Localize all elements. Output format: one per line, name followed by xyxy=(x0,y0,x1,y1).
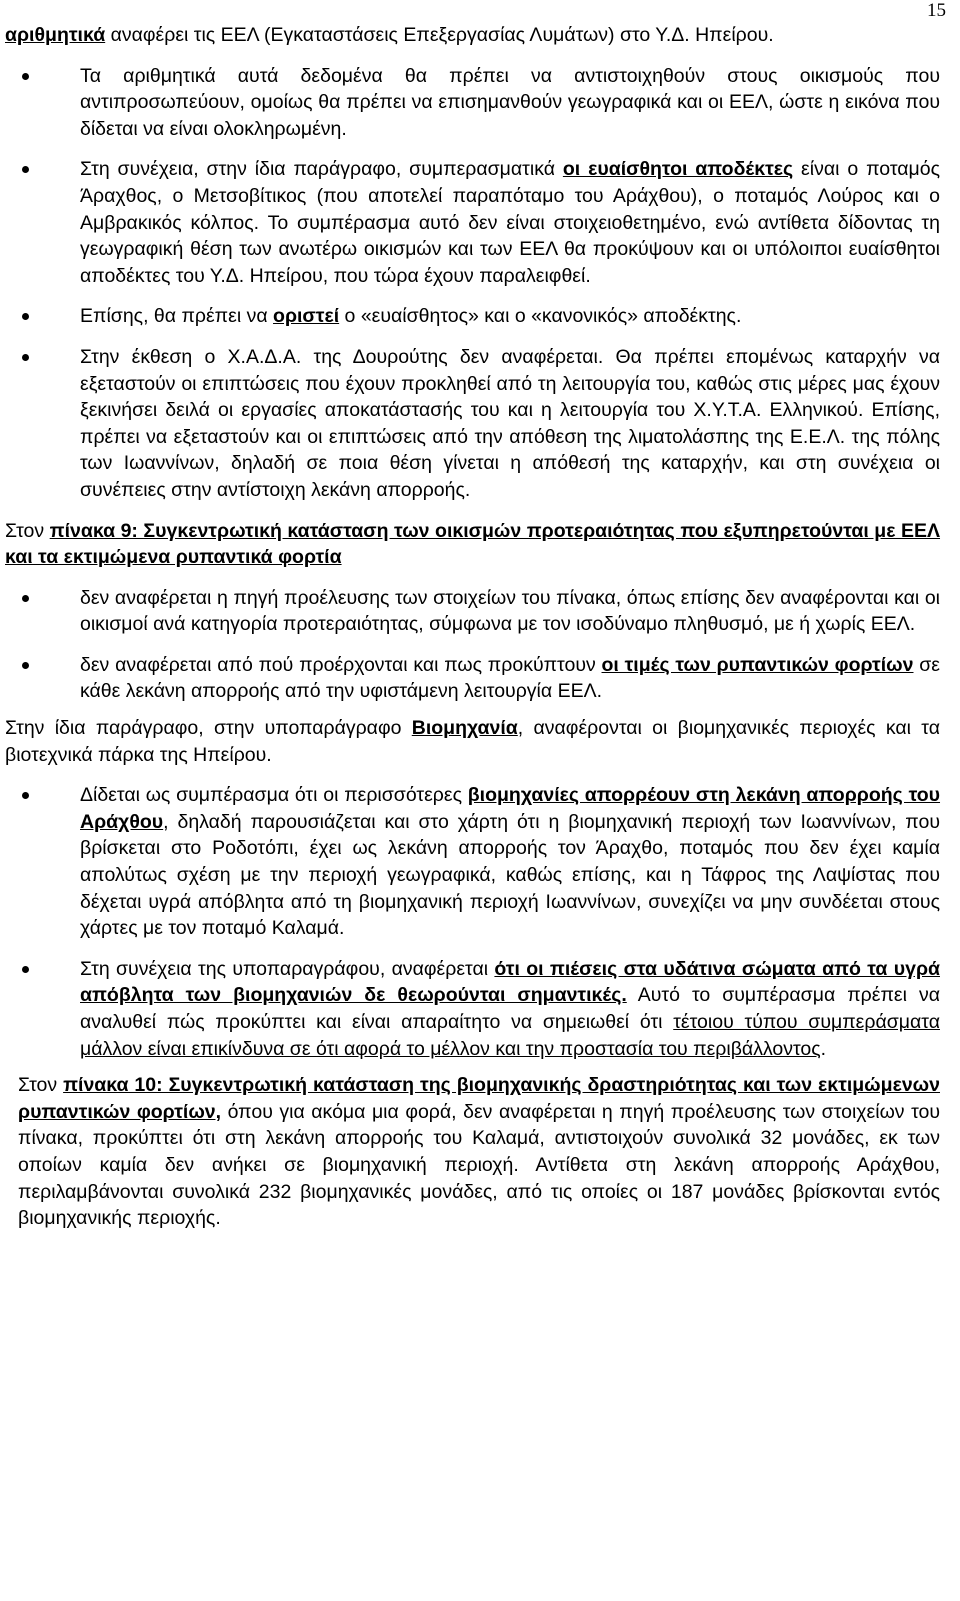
emphasis-text: βιομηχανίες απορρέουν στη λεκάνη απορροής του Αράχθου xyxy=(80,784,941,833)
list-item-text: . xyxy=(820,1037,827,1060)
industry-paragraph xyxy=(5,715,940,768)
list-item-text: ο «ευαίσθητος» και ο «κανονικός» αποδέκτης. xyxy=(339,305,742,328)
list-item-text: Αυτό το συμπέρασμα πρέπει να αναλυθεί πώς προκύπτει και είναι απαραίτητο να σημειωθεί ότι xyxy=(80,984,940,1033)
list-item xyxy=(5,652,940,705)
list-item-text: είναι ο ποταμός Άραχθος, ο Μετσοβίτικος (που αποτελεί παραπόταμο του Αράχθου), ο ποταμός Λούρος και ο Αμβρακικός κόλπος. Το συμπέρασμα αυτό δεν είναι στοιχειοθετημένο, ενώ αντίθετα δίδοντας τη γεωγραφική θέση των ανωτέρω οικισμών και των ΕΕΛ θα προκύψουν και οι υπόλοιποι ευαίσθητοι αποδέκτες του Υ.Δ. Ηπείρου, που τώρα έχουν παραλειφθεί. xyxy=(80,158,940,287)
list-item-text: Στη συνέχεια της υποπαραγράφου, αναφέρεται xyxy=(80,957,495,980)
list-item xyxy=(5,63,940,143)
intro-lead: αριθμητικά xyxy=(5,24,106,46)
list-item-text: Τα αριθμητικά αυτά δεδομένα θα πρέπει να αντιστοιχηθούν στους οικισμούς που αντιπροσωπεύουν, ομοίως θα πρέπει να επισημανθούν γεωγραφικά και οι ΕΕΛ, ώστε η εικόνα που δίδεται να είναι ολοκληρωμένη. xyxy=(80,64,940,140)
list-item-text: δεν αναφέρεται από πού προέρχονται και πως προκύπτουν xyxy=(80,653,602,676)
list-item-text: Στην έκθεση ο Χ.Α.Δ.Α. της Δουρούτης δεν αναφέρεται. Θα πρέπει επομένως καταρχήν να εξεταστούν οι επιπτώσεις που έχουν προκληθεί από τη λειτουργία του, καθώς στις μέρες μας έχουν ξεκινήσει δειλά οι εργασίες αποκατάστασής του και η λειτουργία του Χ.Υ.Τ.Α. Ελληνικού. Επίσης, πρέπει να εξεταστούν και οι επιπτώσεις από την απόθεση της λιματολάσπης της Ε.Ε.Λ. της πόλης των Ιωαννίνων, δηλαδή σε ποια θέση γίνεται η απόθεσή της καταρχήν, και στη συνέχεια οι συνέπειες στην αντίστοιχη λεκάνη απορροής. xyxy=(80,345,940,501)
emphasis-text: ότι οι πιέσεις στα υδάτινα σώματα από τα υγρά απόβλητα των βιομηχανιών δε θεωρούνται σημαντικές. xyxy=(80,957,940,1007)
list-item-text: σε κάθε λεκάνη απορροής από την υφιστάμενη λειτουργία ΕΕΛ. xyxy=(80,653,940,703)
paragraph-text: όπου για ακόμα μια φορά, δεν αναφέρεται η πηγή προέλευσης των στοιχείων του πίνακα, προκύπτει ότι στη λεκάνη απορροής του Καλαμά, αντιστοιχούν συνολικά 32 μονάδες, εκ των οποίων καμία δεν ανήκει σε βιομηχανική περιοχή. Αντίθετα στη λεκάνη απορροής Αράχθου, περιλαμβάνονται συνολικά 232 βιομηχανικές μονάδες, από τις οποίες οι 187 μονάδες βρίσκονται εντός βιομηχανικής περιοχής. xyxy=(18,1100,941,1230)
list-item xyxy=(5,303,940,330)
list-item xyxy=(5,782,940,942)
table-reference: πίνακα 10: Συγκεντρωτική κατάσταση της βιομηχανικής δραστηριότητας και των εκτιμώμενων ρυπαντικών φορτίων, xyxy=(18,1074,940,1123)
list-item-text: , δηλαδή παρουσιάζεται και στο χάρτη ότι η βιομηχανική περιοχή των Ιωαννίνων, που βρίσκεται στο Ροδοτόπι, έχει ως λεκάνη απορροής τον Άραχθο, ποταμός που δεν έχει καμία απολύτως σχέση με την περιοχή γεωγραφικά, καθώς επίσης, και η Τάφρος της Λαψίστας που δέχεται υγρά απόβλητα από τη βιομηχανική περιοχή Ιωαννίνων, συνεχίζει να μην συνδέεται στους χάρτες με τον ποταμό Καλαμά. xyxy=(80,810,940,940)
list-item-text: Στη συνέχεια, στην ίδια παράγραφο, συμπερασματικά xyxy=(80,158,563,181)
bullet-list-3 xyxy=(5,782,940,1062)
paragraph-text: , αναφέρονται οι βιομηχανικές περιοχές και τα βιοτεχνικά πάρκα της Ηπείρου. xyxy=(5,717,940,766)
table9-paragraph xyxy=(5,518,940,571)
list-item xyxy=(5,585,940,638)
list-item xyxy=(5,156,940,289)
underlined-text: τέτοιου τύπου συμπεράσματα μάλλον είναι επικίνδυνα σε ότι αφορά το μέλλον και την προστασία του περιβάλλοντος xyxy=(80,1011,940,1060)
paragraph-text: Στον xyxy=(5,519,50,542)
intro-text: αναφέρει τις ΕΕΛ (Εγκαταστάσεις Επεξεργασίας Λυμάτων) στο Υ.Δ. Ηπείρου. xyxy=(105,24,774,46)
paragraph-text: Στον xyxy=(18,1074,64,1097)
document-body xyxy=(5,22,940,1232)
paragraph-text: Στην ίδια παράγραφο, στην υποπαράγραφο xyxy=(5,717,412,740)
page-number: 15 xyxy=(927,0,946,21)
emphasis-text: Βιομηχανία xyxy=(411,717,518,740)
list-item-text: δεν αναφέρεται η πηγή προέλευσης των στοιχείων του πίνακα, όπως επίσης δεν αναφέρονται και οι οικισμοί ανά κατηγορία προτεραιότητας, σύμφωνα με τον ισοδύναμο πληθυσμό, με ή χωρίς ΕΕΛ. xyxy=(80,586,940,636)
list-item-text: Επίσης, θα πρέπει να xyxy=(80,305,274,328)
table10-paragraph xyxy=(5,1072,940,1232)
emphasis-text: οριστεί xyxy=(273,305,340,328)
bullet-list-1 xyxy=(5,63,940,504)
bullet-list-2 xyxy=(5,585,940,705)
list-item xyxy=(5,956,940,1062)
emphasis-text: οι τιμές των ρυπαντικών φορτίων xyxy=(601,653,914,676)
emphasis-text: οι ευαίσθητοι αποδέκτες xyxy=(562,158,794,181)
table-reference: πίνακα 9: Συγκεντρωτική κατάσταση των οικισμών προτεραιότητας που εξυπηρετούνται με ΕΕΛ και τα εκτιμώμενα ρυπαντικά φορτία xyxy=(5,519,941,569)
list-item-text: Δίδεται ως συμπέρασμα ότι οι περισσότερες xyxy=(80,784,468,807)
list-item xyxy=(5,344,940,504)
intro-paragraph xyxy=(5,22,940,49)
